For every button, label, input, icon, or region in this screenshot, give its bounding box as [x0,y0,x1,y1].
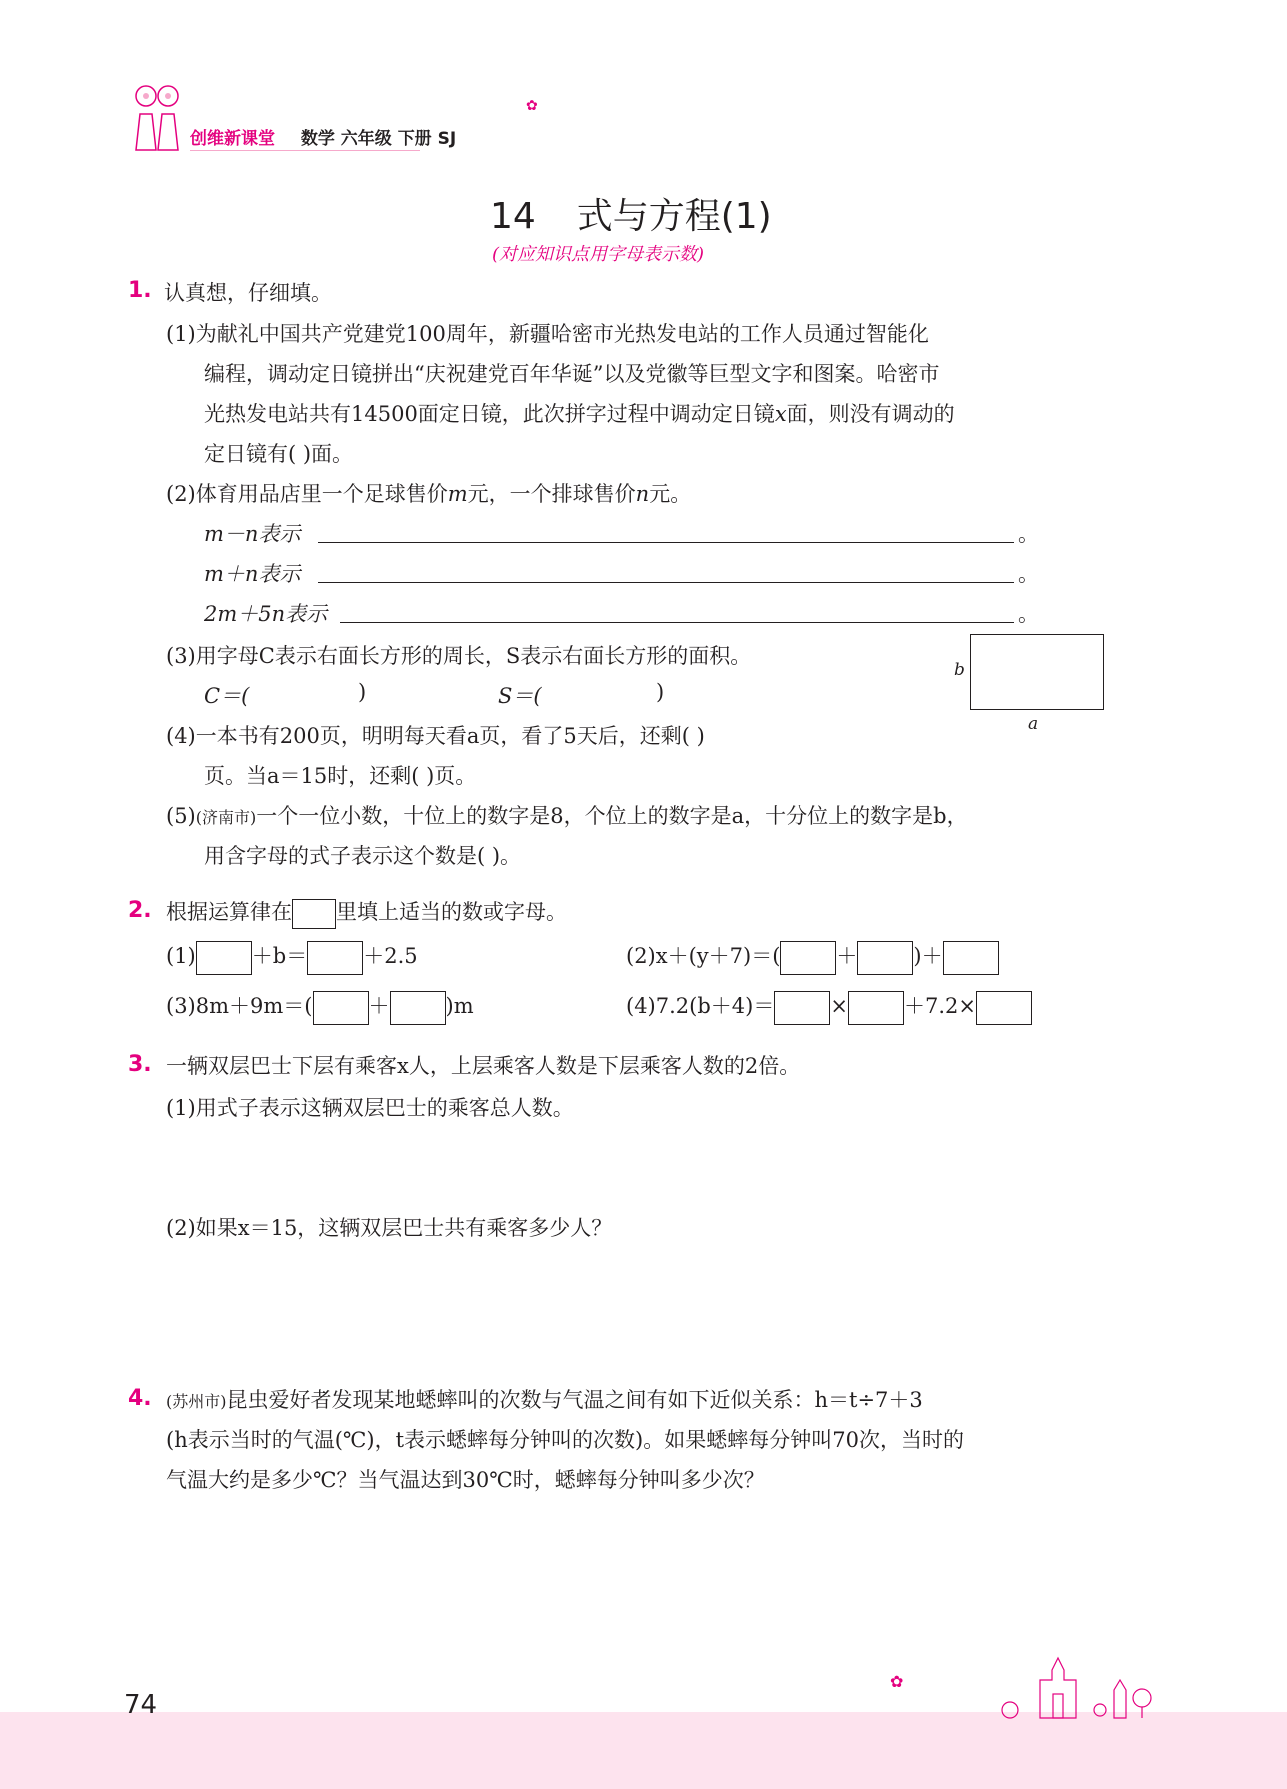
q4-line2: (h表示当时的气温(℃)，t表示蟋蟀每分钟叫的次数)。如果蟋蟀每分钟叫70次，当时的 [166,1428,964,1452]
q2-e4-a: (4)7.2(b＋4)＝ [626,994,775,1018]
q2-e2-b: ＋ [836,944,858,968]
footer-band [0,1712,1287,1789]
q2-e3 [166,990,474,1025]
q1-p3-s-label: S＝( [498,684,542,708]
q3-p2: (2)如果x＝15，这辆双层巴士共有乘客多少人？ [166,1216,613,1240]
q2-e4-box-1[interactable] [774,991,830,1025]
q3-p1: (1)用式子表示这辆双层巴士的乘客总人数。 [166,1096,574,1120]
q1-p2-answer-line-2[interactable] [318,582,1014,583]
q2-e4-box-2[interactable] [848,991,904,1025]
q2-number: 2. [128,898,152,923]
grade-label: 六年级 [340,129,392,149]
q1-p2-end-1: 。 [1018,522,1039,546]
q4-tag: (苏州市) [166,1392,227,1411]
q2-e4-c: ＋7.2× [903,994,976,1018]
q1-p2-stem-b: 元，一个排球售价 [467,482,636,506]
q3-p1-answer-space[interactable] [166,1126,1126,1206]
q1-p1-line3-a: 光热发电站共有14500面定日镜，此次拼字过程中调动定日镜 [204,402,775,426]
header-underline [190,150,420,151]
q4-line1 [166,1384,923,1414]
q2-stem-b: 里填上适当的数或字母。 [336,900,567,924]
q2-e2-c: )＋ [913,944,943,968]
q1-p5-line1: 一个一位小数，十位上的数字是8，个位上的数字是a，十分位上的数字是b， [256,804,968,828]
q1-p2-stem [166,478,691,508]
q1-stem: 认真想，仔细填。 [164,281,332,305]
q2-e1 [166,940,418,975]
q2-e1-a: (1) [166,944,196,968]
rectangle-figure [970,634,1104,710]
q2-e1-b: ＋b＝ [251,944,308,968]
q2-e1-box-2[interactable] [307,941,363,975]
q1-p1-line2: 编程，调动定日镜拼出“庆祝建党百年华诞”以及党徽等巨型文字和图案。哈密市 [204,362,940,386]
q1-p3-stem: (3)用字母C表示右面长方形的周长，S表示右面长方形的面积。 [166,644,752,668]
q1-p1-line1: (1)为献礼中国共产党建党100周年，新疆哈密市光热发电站的工作人员通过智能化 [166,322,929,346]
volume-label: 下册 [397,129,432,149]
q1-p2-row-2: m＋n表示 [204,562,301,586]
q1-p2-row-3: 2m＋5n表示 [204,602,328,626]
brand-label: 创维新课堂 [190,129,275,149]
q2-example-box [292,899,336,929]
header-bar [190,124,456,149]
q2-e3-b: ＋ [368,994,390,1018]
q2-e1-c: ＋2.5 [363,944,418,968]
castle-illustration [990,1650,1160,1720]
q2-e2-box-2[interactable] [857,941,913,975]
rectangle-side-a: a [1028,714,1039,734]
q2-e4 [626,990,1032,1025]
q2-e1-box-1[interactable] [196,941,252,975]
q3-p2-answer-space[interactable] [166,1246,1126,1366]
q2-stem [166,896,567,929]
title-text: 式与方程(1) [576,196,772,237]
q1-p5-tag: (济南市) [195,808,257,827]
q4-answer-space[interactable] [166,1500,1126,1640]
flower-icon: ✿ [526,98,538,114]
q2-e3-box-2[interactable] [390,991,446,1025]
q2-e2 [626,940,999,975]
title-subtitle: (对应知识点用字母表示数) [492,244,705,265]
header-illustration [126,80,188,152]
q2-e4-box-3[interactable] [976,991,1032,1025]
title-number: 14 [490,196,536,237]
q1-p2-row-1: m－n表示 [204,522,301,546]
q1-p2-var-m: m [447,482,468,506]
q1-p1-var-x: x [774,402,787,426]
subject-label: 数学 [300,129,335,149]
rectangle-side-b: b [954,660,965,680]
q2-e2-a: (2)x＋(y＋7)＝( [626,944,781,968]
q1-p1-line3-b: 面，则没有调动的 [786,402,955,426]
q2-stem-a: 根据运算律在 [166,900,292,924]
q2-e3-box-1[interactable] [313,991,369,1025]
q4-line1-text: 昆虫爱好者发现某地蟋蟀叫的次数与气温之间有如下近似关系：h＝t÷7＋3 [226,1388,923,1412]
q1-number: 1. [128,278,152,303]
q1-p4-line2: 页。当a＝15时，还剩( )页。 [204,764,477,788]
q1-p1-line4: 定日镜有( )面。 [204,442,354,466]
q1-p2-end-3: 。 [1018,602,1039,626]
q1-p3-c-close: ) [358,680,367,704]
q1-p5-line2: 用含字母的式子表示这个数是( )。 [204,844,522,868]
page-title [490,188,772,239]
q1-p2-stem-a: (2)体育用品店里一个足球售价 [166,482,448,506]
flower-icon-footer: ✿ [890,1672,904,1691]
q1-p3-s-close: ) [656,680,665,704]
page-number: 74 [124,1690,158,1720]
q2-e2-box-3[interactable] [943,941,999,975]
edition-label: SJ [437,129,457,149]
q1-p4-line1: (4)一本书有200页，明明每天看a页，看了5天后，还剩( ) [166,724,705,748]
q2-e3-c: )m [445,994,474,1018]
q1-p2-answer-line-3[interactable] [340,622,1014,623]
q1-p1-line3 [204,398,955,428]
q1-p2-end-2: 。 [1018,562,1039,586]
q2-e3-a: (3)8m＋9m＝( [166,994,313,1018]
q1-p2-answer-line-1[interactable] [318,542,1014,543]
q4-number: 4. [128,1386,152,1411]
q3-number: 3. [128,1052,152,1077]
q1-p3-c-label: C＝( [204,684,250,708]
q4-line3: 气温大约是多少℃？当气温达到30℃时，蟋蟀每分钟叫多少次？ [166,1468,765,1492]
q2-e4-b: × [830,994,848,1018]
q2-e2-box-1[interactable] [780,941,836,975]
q1-p2-stem-c: 元。 [649,482,692,506]
q1-p2-var-n: n [635,482,650,506]
q3-stem: 一辆双层巴士下层有乘客x人，上层乘客人数是下层乘客人数的2倍。 [166,1054,801,1078]
q1-p5: (5)(济南市)一个一位小数，十位上的数字是8，个位上的数字是a，十分位上的数字是b， [166,804,968,828]
